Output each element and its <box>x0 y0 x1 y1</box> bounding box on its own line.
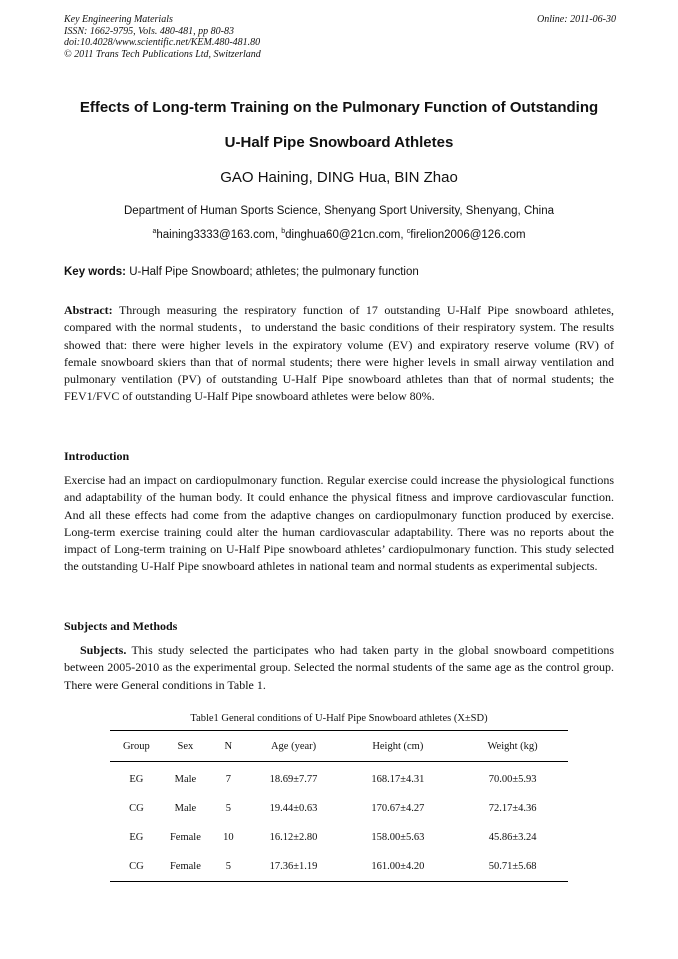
cell: CG <box>129 803 144 814</box>
journal-header <box>64 14 616 60</box>
col-sex: Sex <box>163 731 208 762</box>
col-height: Height (cm) <box>339 731 458 762</box>
title-line-2: U-Half Pipe Snowboard Athletes <box>224 134 454 151</box>
cell: 72.17±4.36 <box>488 803 537 814</box>
introduction-heading: Introduction <box>64 449 130 463</box>
cell: EG <box>129 774 144 785</box>
cell: Female <box>169 832 201 843</box>
subjects-text: This study selected the participates who had taken party in the global snowboard competitions between 2005-2010 as the experimental group. Selected the normal students of the same age as the control group. There were General conditions in Table 1. <box>64 643 614 692</box>
introduction-text: Exercise had an impact on cardiopulmonary function. Regular exercise could increase the physiological functions and adaptability of the human body. It could enhance the physical fitness and improve cardiovascular function. And all these effects had come from the adaptive changes on cardiopulmonary function produced by exercise. Long-term exercise training could alter the human cardiovascular adaptability. There was no reports about the impact of Long-term training on U-Half Pipe snowboard athletes’ cardiopulmonary function. This study selected the outstanding U-Half Pipe snowboard athletes in national team and normal students as experimental subjects. <box>64 473 614 574</box>
col-age: Age (year) <box>249 731 339 762</box>
cell: 19.44±0.63 <box>269 803 318 814</box>
keywords <box>64 266 616 278</box>
cell: 170.67±4.27 <box>371 803 425 814</box>
abstract <box>64 302 614 406</box>
methods-heading: Subjects and Methods <box>64 619 178 633</box>
table-row <box>110 852 568 882</box>
col-n: N <box>208 731 249 762</box>
copyright-line: © 2011 Trans Tech Publications Ltd, Switzerland <box>64 48 261 60</box>
online-date: Online: 2011-06-30 <box>537 14 616 25</box>
authors: GAO Haining, DING Hua, BIN Zhao <box>220 169 458 186</box>
cell: 16.12±2.80 <box>269 832 318 843</box>
cell: CG <box>110 852 163 882</box>
subjects-label: Subjects. <box>80 643 127 657</box>
cell: 158.00±5.63 <box>371 832 425 843</box>
email-a: haining3333@163.com, <box>156 228 282 241</box>
keywords-text: U-Half Pipe Snowboard; athletes; the pulmonary function <box>126 266 419 278</box>
abstract-text: Through measuring the respiratory function of 17 outstanding U-Half Pipe snowboard athletes, compared with the normal students，to understand the basic conditions of their respiratory system. The results showed that: there were higher levels in the expiratory volume (EV) and expiratory reserve volume (RV) of female snowboard skiers than that of normal students; there were higher levels in small airway ventilation and pulmonary ventilation (PV) of outstanding U-Half Pipe snowboard athletes than that of normal students; the FEV1/FVC of outstanding U-Half Pipe snowboard athletes were below 80%. <box>64 303 614 404</box>
cell: Male <box>174 803 197 814</box>
cell: 70.00±5.93 <box>488 774 537 785</box>
cell: 161.00±4.20 <box>339 852 458 882</box>
cell: 7 <box>225 774 231 785</box>
keywords-label: Key words: <box>64 266 126 278</box>
cell: 18.69±7.77 <box>269 774 318 785</box>
cell: 5 <box>225 803 231 814</box>
title-line-1: Effects of Long-term Training on the Pulmonary Function of Outstanding <box>79 99 599 116</box>
cell: Female <box>163 852 208 882</box>
cell: 50.71±5.68 <box>457 852 568 882</box>
cell: 168.17±4.31 <box>371 774 425 785</box>
cell: 5 <box>208 852 249 882</box>
email-c: firelion2006@126.com <box>410 228 526 241</box>
table-row <box>110 794 568 823</box>
paper-title <box>40 90 638 160</box>
cell: 10 <box>223 832 234 843</box>
email-a-sup: a <box>152 228 157 235</box>
abstract-label: Abstract: <box>64 303 113 317</box>
author-emails <box>0 228 678 241</box>
issn-line: ISSN: 1662-9795, Vols. 480-481, pp 80-83 <box>64 25 234 37</box>
doi-line: doi:10.4028/www.scientific.net/KEM.480-481.80 <box>64 37 261 48</box>
col-weight: Weight (kg) <box>457 731 568 762</box>
cell: 17.36±1.19 <box>249 852 339 882</box>
cell: 45.86±3.24 <box>488 832 537 843</box>
subjects-paragraph <box>64 642 614 694</box>
cell: Male <box>174 774 197 785</box>
cell: EG <box>129 832 144 843</box>
table1 <box>110 730 568 882</box>
journal-name: Key Engineering Materials <box>64 14 173 25</box>
table-row <box>110 762 568 795</box>
table-header-row <box>110 731 568 762</box>
table1-caption: Table1 General conditions of U-Half Pipe Snowboard athletes (X±SD) <box>190 713 488 724</box>
table-row <box>110 823 568 852</box>
col-group: Group <box>110 731 163 762</box>
affiliation: Department of Human Sports Science, Shenyang Sport University, Shenyang, China <box>124 205 554 217</box>
email-b: dinghua60@21cn.com, <box>285 228 407 241</box>
email-c-sup: c <box>406 228 411 235</box>
email-b-sup: b <box>281 228 286 235</box>
